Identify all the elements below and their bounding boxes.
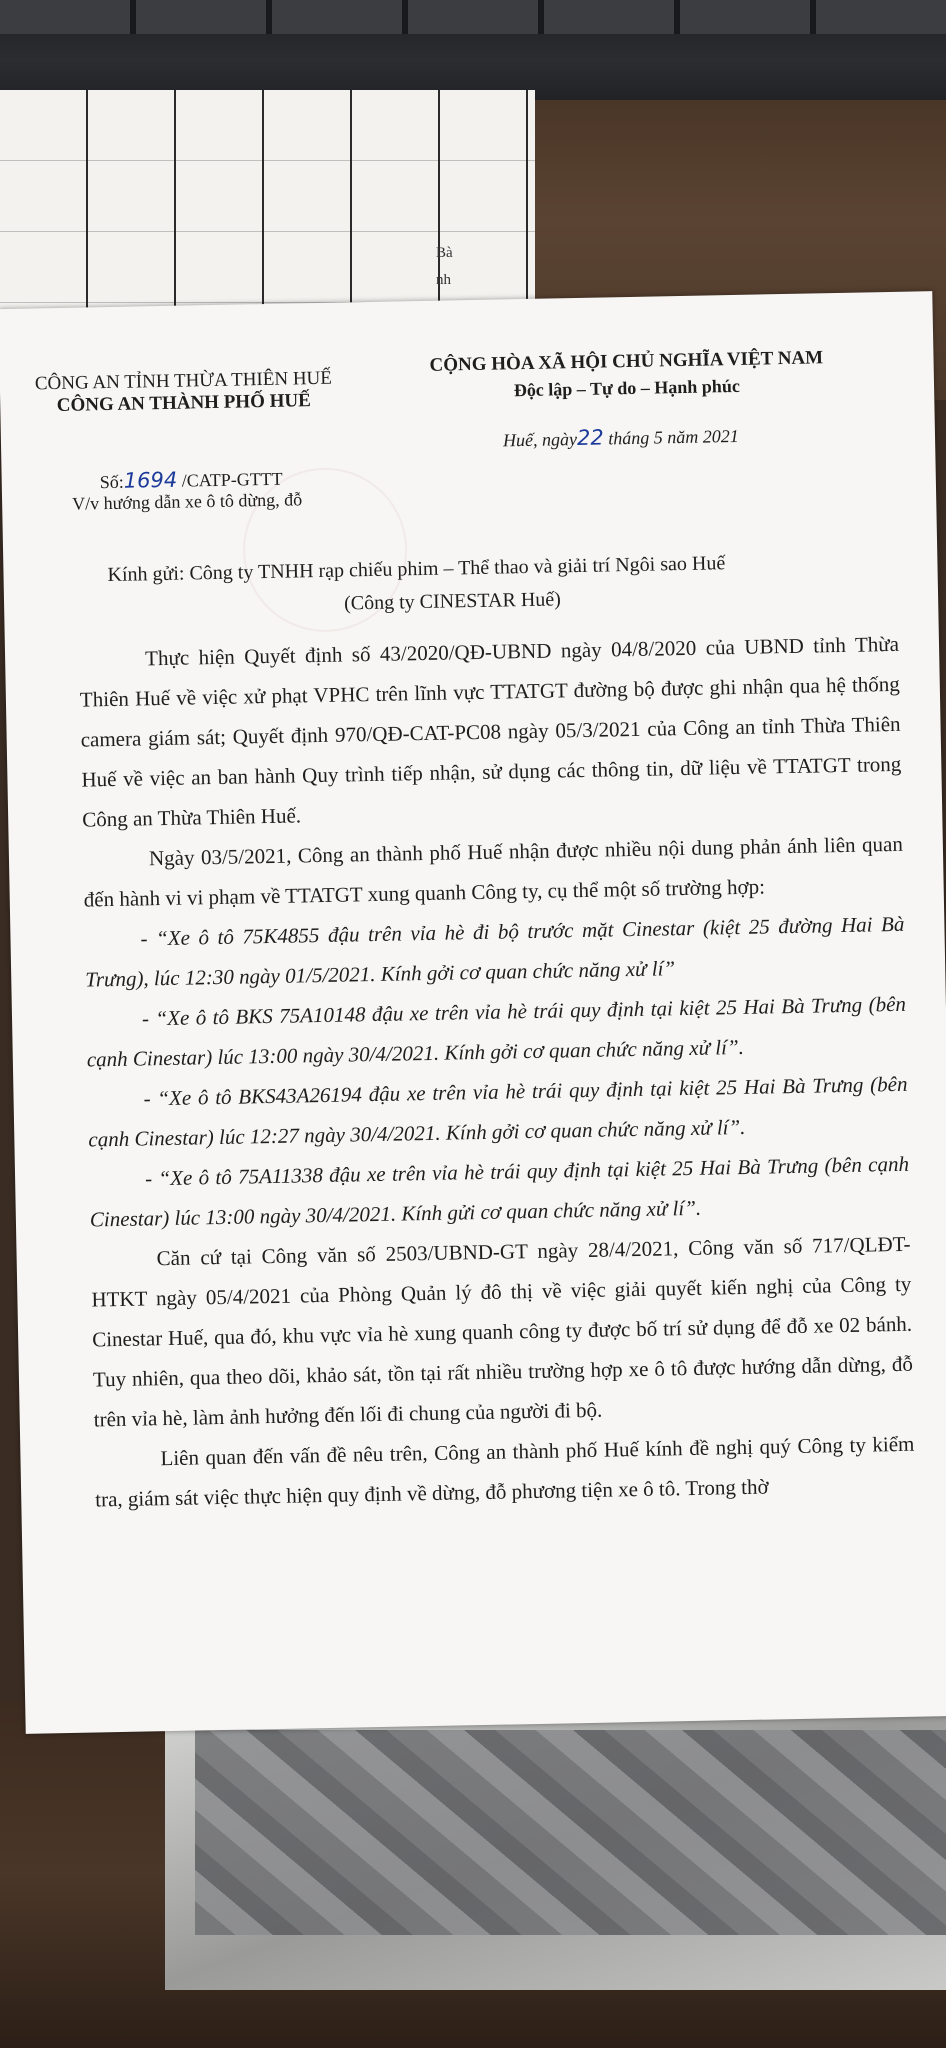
complaint-quote-4: - “Xe ô tô 75A11338 đậu xe trên vỉa hè trái quy định tại kiệt 25 Hai Bà Trưng (bên cạnh Cinestar) lúc 13:00 ngày 30/4/2021. Kính gửi cơ quan chức năng xử lí”. xyxy=(89,1151,910,1232)
bg-text-2: nh xyxy=(436,272,451,288)
complaint-quote-1: - “Xe ô tô 75K4855 đậu trên vỉa hè đi bộ trước mặt Cinestar (kiệt 25 đường Hai Bà Trưng), lúc 12:30 ngày 01/5/2021. Kính gởi cơ quan chức năng xử lí” xyxy=(85,911,905,992)
date-suffix: tháng 5 năm 2021 xyxy=(608,425,739,449)
recipient-line-1: Kính gửi: Công ty TNHH rạp chiếu phim – Thể thao và giải trí Ngôi sao Huế xyxy=(107,552,726,587)
number-suffix: /CATP-GTTT xyxy=(181,468,283,491)
date-day-handwritten: 22 xyxy=(576,425,604,451)
keyboard-keys xyxy=(0,0,946,34)
quote-3-text: “Xe ô tô BKS43A26194 đậu xe trên vỉa hè trái quy định tại kiệt 25 Hai Bà Trưng (bên cạnh Cinestar) lúc 12:27 ngày 30/4/2021. Kính gởi cơ quan chức năng xử lí”. xyxy=(88,1071,908,1152)
number-handwritten: 1694 xyxy=(123,467,178,493)
document-number xyxy=(99,466,282,494)
nation-title: CỘNG HÒA XÃ HỘI CHỦ NGHĨA VIỆT NAM xyxy=(429,347,824,376)
number-prefix: Số: xyxy=(99,471,124,493)
keyboard-background xyxy=(0,0,946,100)
recipient-line-2: (Công ty CINESTAR Huế) xyxy=(343,588,562,615)
date-line xyxy=(503,423,739,452)
paragraph-1: Thực hiện Quyết định số 43/2020/QĐ-UBND ngày 04/8/2020 của UBND tỉnh Thừa Thiên Huế về việc xử phạt VPHC trên lĩnh vực TTATGT đường bộ được ghi nhận qua hệ thống camera giám sát; Quyết định 970/QĐ-CAT-PC08 ngày 05/3/2021 của Công an tỉnh Thừa Thiên Huế về việc an ban hành Quy trình tiếp nhận, sử dụng các thông tin, dữ liệu về TTATGT trong Công an Thừa Thiên Huế. xyxy=(79,631,902,832)
photo-print-area xyxy=(195,1730,946,1935)
issuer-block xyxy=(35,368,333,418)
quote-1-text: “Xe ô tô 75K4855 đậu trên vỉa hè đi bộ trước mặt Cinestar (kiệt 25 đường Hai Bà Trưng), lúc 12:30 ngày 01/5/2021. Kính gởi cơ quan chức năng xử lí” xyxy=(85,911,905,992)
underlying-photo-sheet xyxy=(165,1690,946,1990)
quote-2-text: “Xe ô tô BKS 75A10148 đậu xe trên vỉa hè trái quy định tại kiệt 25 Hai Bà Trưng (bên cạnh Cinestar) lúc 13:00 ngày 30/4/2021. Kính gởi cơ quan chức năng xử lí”. xyxy=(86,991,907,1072)
letter-body xyxy=(79,624,916,1520)
issuer-line-2: CÔNG AN THÀNH PHỐ HUẾ xyxy=(56,390,312,416)
paragraph-4: Liên quan đến vấn đề nêu trên, Công an thành phố Huế kính đề nghị quý Công ty kiểm tra, giám sát việc thực hiện quy định về dừng, đỗ phương tiện xe ô tô. Trong thờ xyxy=(95,1431,915,1512)
complaint-quote-2: - “Xe ô tô BKS 75A10148 đậu xe trên vỉa hè trái quy định tại kiệt 25 Hai Bà Trưng (bên cạnh Cinestar) lúc 13:00 ngày 30/4/2021. Kính gởi cơ quan chức năng xử lí”. xyxy=(86,991,907,1072)
paragraph-3: Căn cứ tại Công văn số 2503/UBND-GT ngày 28/4/2021, Công văn số 717/QLĐT-HTKT ngày 05/4/2021 của Phòng Quản lý đô thị về việc giải quyết kiến nghị của Công ty Cinestar Huế, qua đó, khu vực vỉa hè xung quanh công ty được bố trí sử dụng để đỗ xe 02 bánh. Tuy nhiên, qua theo dõi, khảo sát, tồn tại rất nhiều trường hợp xe ô tô được hướng dẫn dừng, đỗ trên vỉa hè, làm ảnh hưởng đến lối đi chung của người đi bộ. xyxy=(91,1231,914,1432)
bg-text-1: Bà xyxy=(436,245,453,261)
subject-line: V/v hướng dẫn xe ô tô dừng, đỗ xyxy=(71,489,303,514)
background-table-sheet xyxy=(0,90,535,320)
date-prefix: Huế, ngày xyxy=(502,429,578,451)
nation-motto: Độc lập – Tự do – Hạnh phúc xyxy=(513,375,741,401)
complaint-quote-3: - “Xe ô tô BKS43A26194 đậu xe trên vỉa hè trái quy định tại kiệt 25 Hai Bà Trưng (bên cạnh Cinestar) lúc 12:27 ngày 30/4/2021. Kính gởi cơ quan chức năng xử lí”. xyxy=(88,1071,908,1152)
paragraph-2: Ngày 03/5/2021, Công an thành phố Huế nhận được nhiều nội dung phản ánh liên quan đến hành vi vi phạm về TTATGT xung quanh Công ty, cụ thể một số trường hợp: xyxy=(83,831,904,912)
issuer-line-1: CÔNG AN TỈNH THỪA THIÊN HUẾ xyxy=(34,367,333,395)
official-letter xyxy=(0,291,946,1734)
quote-4-text: “Xe ô tô 75A11338 đậu xe trên vỉa hè trái quy định tại kiệt 25 Hai Bà Trưng (bên cạnh Cinestar) lúc 13:00 ngày 30/4/2021. Kính gửi cơ quan chức năng xử lí”. xyxy=(89,1151,910,1232)
national-header xyxy=(429,345,824,405)
